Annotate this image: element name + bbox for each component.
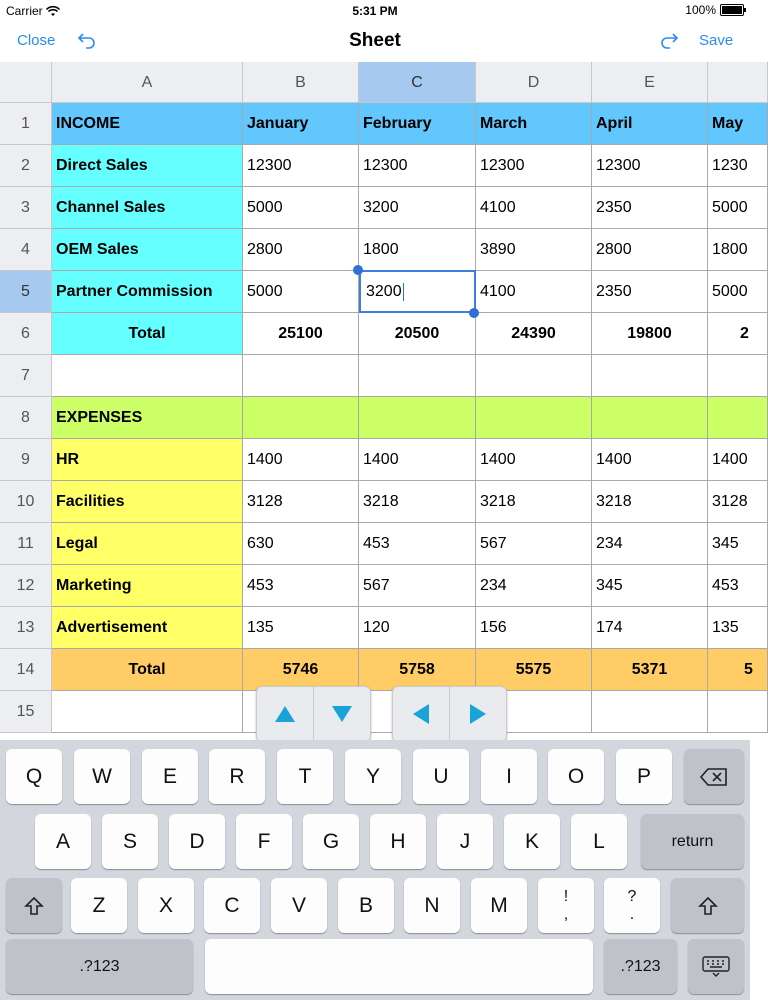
key-exclaim-comma[interactable]: ! , <box>538 878 594 933</box>
redo-icon[interactable] <box>659 31 679 49</box>
key-q[interactable]: Q <box>6 749 62 804</box>
column-header-b[interactable]: B <box>243 62 359 103</box>
cell[interactable] <box>708 397 768 439</box>
column-header-a[interactable]: A <box>52 62 243 103</box>
cell[interactable]: May <box>708 103 768 145</box>
cell[interactable]: 1400 <box>708 439 768 481</box>
cell[interactable]: 5575 <box>476 649 592 691</box>
cell[interactable] <box>592 397 708 439</box>
cell[interactable]: 24390 <box>476 313 592 355</box>
row-header[interactable]: 3 <box>0 187 52 229</box>
cell[interactable]: 12300 <box>476 145 592 187</box>
cell[interactable]: 174 <box>592 607 708 649</box>
key-z[interactable]: Z <box>71 878 127 933</box>
cell[interactable]: 2800 <box>243 229 359 271</box>
key-j[interactable]: J <box>437 814 493 869</box>
cell[interactable]: EXPENSES <box>52 397 243 439</box>
cell[interactable]: 12300 <box>592 145 708 187</box>
arrow-left-button[interactable] <box>393 687 449 741</box>
cell[interactable]: 156 <box>476 607 592 649</box>
row-header[interactable]: 8 <box>0 397 52 439</box>
selection-handle-end[interactable] <box>469 308 479 318</box>
grid-corner[interactable] <box>0 62 52 103</box>
arrow-down-button[interactable] <box>313 687 370 741</box>
shift-key-right[interactable] <box>671 878 744 933</box>
battery-icon <box>720 4 744 16</box>
key-h[interactable]: H <box>370 814 426 869</box>
row-header[interactable]: 13 <box>0 607 52 649</box>
vertical-arrow-bar <box>256 686 371 742</box>
row-header[interactable]: 9 <box>0 439 52 481</box>
arrow-down-icon <box>332 706 352 722</box>
cell[interactable]: 5000 <box>708 271 768 313</box>
key-m[interactable]: M <box>471 878 527 933</box>
cell[interactable]: 5000 <box>708 187 768 229</box>
cell[interactable] <box>52 355 243 397</box>
keyboard-dismiss-icon <box>702 956 730 978</box>
cell-editor-text: 3200 <box>366 283 402 300</box>
key-k[interactable]: K <box>504 814 560 869</box>
key-question-period[interactable]: ? . <box>604 878 660 933</box>
backspace-key[interactable] <box>684 749 744 804</box>
clock: 5:31 PM <box>352 4 398 18</box>
cell[interactable]: 1800 <box>359 229 476 271</box>
cell[interactable]: 1400 <box>359 439 476 481</box>
cell[interactable]: 135 <box>708 607 768 649</box>
cell[interactable] <box>243 355 359 397</box>
cell[interactable]: 453 <box>359 523 476 565</box>
key-c[interactable]: C <box>204 878 260 933</box>
cell[interactable]: 20500 <box>359 313 476 355</box>
row-header[interactable]: 7 <box>0 355 52 397</box>
cell[interactable]: Total <box>52 649 243 691</box>
cell[interactable]: 567 <box>476 523 592 565</box>
cell[interactable]: 5758 <box>359 649 476 691</box>
cell[interactable]: 4100 <box>476 187 592 229</box>
cell[interactable]: 5371 <box>592 649 708 691</box>
cell[interactable]: 12300 <box>359 145 476 187</box>
cell[interactable]: 19800 <box>592 313 708 355</box>
cell[interactable]: 3128 <box>708 481 768 523</box>
key-e[interactable]: E <box>142 749 198 804</box>
arrow-left-icon <box>413 704 429 724</box>
cell[interactable]: 5 <box>708 649 768 691</box>
column-header-e[interactable]: E <box>592 62 708 103</box>
cell[interactable]: 3218 <box>476 481 592 523</box>
key-u[interactable]: U <box>413 749 469 804</box>
cell[interactable]: 1400 <box>243 439 359 481</box>
key-s[interactable]: S <box>102 814 158 869</box>
row-header[interactable]: 2 <box>0 145 52 187</box>
row-header[interactable]: 10 <box>0 481 52 523</box>
cell[interactable]: 120 <box>359 607 476 649</box>
cell[interactable] <box>592 691 708 733</box>
cell[interactable]: 630 <box>243 523 359 565</box>
key-f[interactable]: F <box>236 814 292 869</box>
column-header-d[interactable]: D <box>476 62 592 103</box>
cell[interactable]: Marketing <box>52 565 243 607</box>
key-o[interactable]: O <box>548 749 604 804</box>
cell[interactable]: 3218 <box>592 481 708 523</box>
cell[interactable] <box>708 355 768 397</box>
cell[interactable] <box>52 691 243 733</box>
key-d[interactable]: D <box>169 814 225 869</box>
return-key[interactable]: return <box>641 814 744 869</box>
shift-icon <box>698 896 718 916</box>
cell[interactable]: 12300 <box>243 145 359 187</box>
cell[interactable]: 453 <box>243 565 359 607</box>
cell[interactable] <box>476 397 592 439</box>
key-n[interactable]: N <box>404 878 460 933</box>
cell[interactable] <box>708 691 768 733</box>
dismiss-keyboard-key[interactable] <box>688 939 744 994</box>
key-w[interactable]: W <box>74 749 130 804</box>
numbers-key-left[interactable]: .?123 <box>6 939 193 994</box>
cell[interactable]: INCOME <box>52 103 243 145</box>
cell[interactable]: OEM Sales <box>52 229 243 271</box>
column-header-f[interactable] <box>708 62 768 103</box>
row-header[interactable]: 4 <box>0 229 52 271</box>
save-button[interactable]: Save <box>699 32 734 49</box>
cell-editor[interactable] <box>359 270 476 313</box>
row-header[interactable]: 11 <box>0 523 52 565</box>
key-v[interactable]: V <box>271 878 327 933</box>
key-x[interactable]: X <box>138 878 194 933</box>
cell[interactable]: 234 <box>476 565 592 607</box>
key-t[interactable]: T <box>277 749 333 804</box>
cell[interactable] <box>243 397 359 439</box>
row-header[interactable]: 12 <box>0 565 52 607</box>
cell[interactable]: 5000 <box>243 271 359 313</box>
horizontal-arrow-bar <box>392 686 507 742</box>
cell[interactable]: Legal <box>52 523 243 565</box>
key-b[interactable]: B <box>338 878 394 933</box>
cell[interactable]: 1400 <box>476 439 592 481</box>
cell[interactable]: January <box>243 103 359 145</box>
cell[interactable]: April <box>592 103 708 145</box>
key-g[interactable]: G <box>303 814 359 869</box>
cell[interactable]: 345 <box>592 565 708 607</box>
shift-key-left[interactable] <box>6 878 62 933</box>
spreadsheet-grid[interactable] <box>0 62 753 742</box>
row-header[interactable]: 14 <box>0 649 52 691</box>
cell[interactable]: Total <box>52 313 243 355</box>
cell[interactable] <box>592 355 708 397</box>
arrow-up-icon <box>275 706 295 722</box>
cell[interactable]: 1800 <box>708 229 768 271</box>
row-header[interactable]: 5 <box>0 271 52 313</box>
cell[interactable]: 3218 <box>359 481 476 523</box>
cell[interactable]: Partner Commission <box>52 271 243 313</box>
cell[interactable]: 5746 <box>243 649 359 691</box>
cell[interactable]: 345 <box>708 523 768 565</box>
cell[interactable]: HR <box>52 439 243 481</box>
row-header[interactable]: 15 <box>0 691 52 733</box>
cell[interactable]: Facilities <box>52 481 243 523</box>
space-key[interactable] <box>205 939 593 994</box>
cell[interactable]: 1230 <box>708 145 768 187</box>
cell[interactable] <box>476 355 592 397</box>
key-y[interactable]: Y <box>345 749 401 804</box>
cell[interactable] <box>359 355 476 397</box>
cell[interactable]: 135 <box>243 607 359 649</box>
cell[interactable]: 1400 <box>592 439 708 481</box>
row-header[interactable]: 1 <box>0 103 52 145</box>
row-header[interactable]: 6 <box>0 313 52 355</box>
key-p[interactable]: P <box>616 749 672 804</box>
key-a[interactable]: A <box>35 814 91 869</box>
cell[interactable]: 234 <box>592 523 708 565</box>
cell[interactable]: 567 <box>359 565 476 607</box>
cell[interactable]: March <box>476 103 592 145</box>
carrier-label: Carrier <box>6 4 60 18</box>
shift-icon <box>24 896 44 916</box>
selection-handle-start[interactable] <box>353 265 363 275</box>
nav-bar <box>0 22 750 62</box>
backspace-icon <box>700 768 728 786</box>
cell[interactable] <box>359 397 476 439</box>
numbers-key-right[interactable]: .?123 <box>604 939 677 994</box>
arrow-up-button[interactable] <box>257 687 313 741</box>
column-header-c[interactable]: C <box>359 62 476 103</box>
cell[interactable]: 2800 <box>592 229 708 271</box>
text-caret <box>403 283 404 301</box>
cell[interactable]: 25100 <box>243 313 359 355</box>
cell[interactable]: 3890 <box>476 229 592 271</box>
cell[interactable]: Advertisement <box>52 607 243 649</box>
status-bar <box>0 0 750 22</box>
cell[interactable]: Direct Sales <box>52 145 243 187</box>
cell[interactable]: 453 <box>708 565 768 607</box>
cell[interactable]: February <box>359 103 476 145</box>
key-i[interactable]: I <box>481 749 537 804</box>
key-l[interactable]: L <box>571 814 627 869</box>
cell[interactable]: 3128 <box>243 481 359 523</box>
cell[interactable]: 3200 <box>359 187 476 229</box>
cell[interactable]: 2 <box>708 313 768 355</box>
battery-status: 100% <box>685 3 744 17</box>
close-button[interactable]: Close <box>17 32 56 49</box>
arrow-right-button[interactable] <box>449 687 506 741</box>
keyboard <box>0 740 750 1000</box>
cell[interactable]: Channel Sales <box>52 187 243 229</box>
cell[interactable]: 4100 <box>476 271 592 313</box>
cell[interactable]: 2350 <box>592 271 708 313</box>
cell[interactable]: 5000 <box>243 187 359 229</box>
cell[interactable]: 2350 <box>592 187 708 229</box>
key-r[interactable]: R <box>209 749 265 804</box>
arrow-right-icon <box>470 704 486 724</box>
page-title: Sheet <box>349 30 401 51</box>
